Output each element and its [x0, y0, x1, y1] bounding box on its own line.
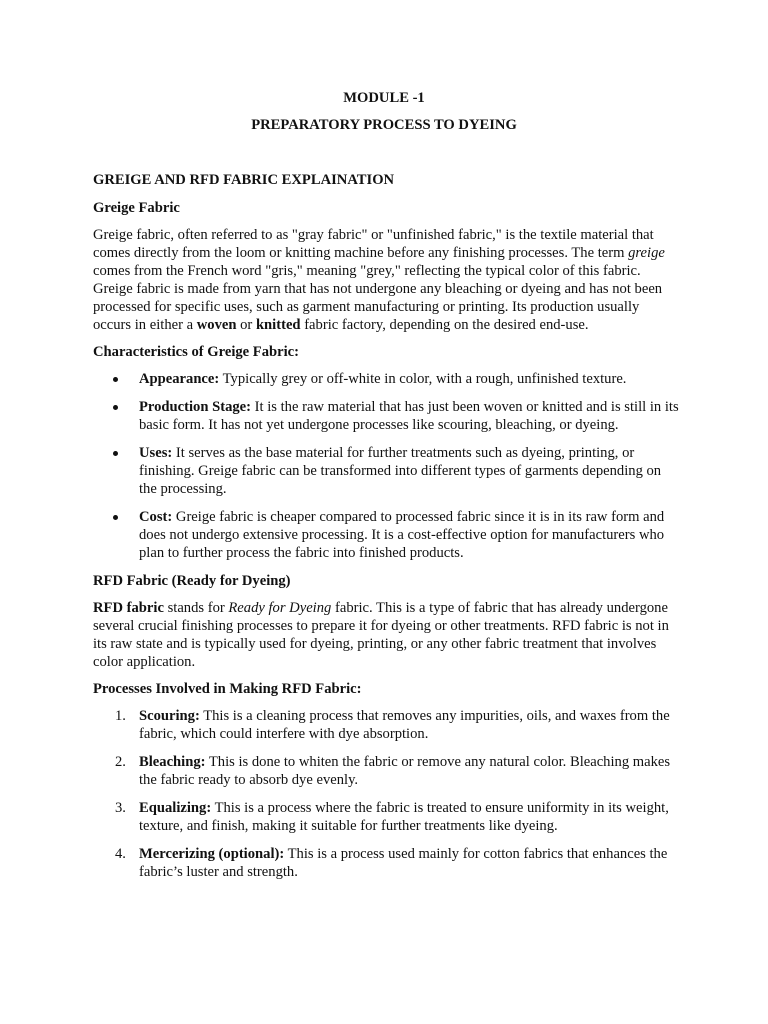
greige-paragraph — [93, 226, 679, 334]
document-body — [93, 171, 679, 891]
rfd-italic-term: Ready for Dyeing — [228, 600, 332, 616]
bullet-icon — [113, 515, 118, 520]
item-term: Scouring: — [139, 708, 200, 724]
list-item — [93, 444, 679, 498]
item-text: It serves as the base material for further treatments such as dyeing, printing, or finishing. Greige fabric can be transformed into different types of garments depending on the processing. — [139, 445, 662, 497]
item-number: 1. — [115, 708, 126, 724]
bullet-icon — [113, 377, 118, 382]
item-term: Uses: — [139, 445, 173, 461]
item-term: Cost: — [139, 509, 173, 525]
rfd-text-1: stands for — [163, 600, 229, 616]
list-item — [93, 799, 679, 835]
greige-text-1: Greige fabric, often referred to as "gray fabric" or "unfinished fabric," is the textile material that comes directly from the loom or knitting machine before any finishing processes. The term — [93, 227, 654, 261]
list-item — [93, 370, 679, 388]
item-text: This is a cleaning process that removes any impurities, oils, and waxes from the fabric, which could interfere with dye absorption. — [139, 708, 670, 742]
bullet-icon — [113, 451, 118, 456]
item-term: Production Stage: — [139, 399, 252, 415]
list-item — [93, 845, 679, 881]
bullet-icon — [113, 405, 118, 410]
greige-heading: Greige Fabric — [93, 200, 180, 216]
characteristics-list — [93, 370, 679, 562]
list-item — [93, 753, 679, 789]
item-text: This is a process used mainly for cotton fabrics that enhances the fabric’s luster and strength. — [139, 846, 668, 880]
list-item — [93, 508, 679, 562]
rfd-paragraph — [93, 599, 679, 671]
rfd-text-2: fabric. This is a type of fabric that has already undergone several crucial finishing processes to prepare it for dyeing or other treatments. RFD fabric is not in its raw state and is typically used for dyeing, printing, or any other fabric treatment that involves color application. — [93, 600, 669, 670]
item-term: Bleaching: — [139, 754, 206, 770]
item-text: Typically grey or off-white in color, with a rough, unfinished texture. — [219, 371, 627, 387]
item-term: Appearance: — [139, 371, 220, 387]
module-title: MODULE -1 — [343, 90, 425, 106]
list-item — [93, 398, 679, 434]
greige-term-italic: greige — [628, 245, 665, 261]
item-text: This is done to whiten the fabric or remove any natural color. Bleaching makes the fabric ready to absorb dye evenly. — [139, 754, 671, 788]
item-number: 2. — [115, 754, 126, 770]
list-item — [93, 707, 679, 743]
woven-bold: woven — [196, 317, 237, 333]
section-heading: GREIGE AND RFD FABRIC EXPLAINATION — [93, 172, 395, 188]
characteristics-heading: Characteristics of Greige Fabric: — [93, 344, 299, 360]
knitted-bold: knitted — [255, 317, 301, 333]
item-number: 4. — [115, 846, 126, 862]
rfd-heading: RFD Fabric (Ready for Dyeing) — [93, 573, 291, 589]
greige-text-2: comes from the French word "gris," meaning "grey," reflecting the typical color of this fabric. Greige fabric is made from yarn that has not undergone any bleaching or dyeing and has not been processed for specific uses, such as garment manufacturing or printing. Its production usually occurs in either a — [93, 263, 663, 333]
module-subtitle: PREPARATORY PROCESS TO DYEING — [251, 117, 517, 133]
greige-text-3: or — [236, 317, 256, 333]
greige-text-4: fabric factory, depending on the desired end-use. — [300, 317, 589, 333]
item-text: Greige fabric is cheaper compared to processed fabric since it is in its raw form and does not undergo extensive processing. It is a cost-effective option for manufacturers who plan to further process the fabric into finished products. — [139, 509, 665, 561]
item-term: Equalizing: — [139, 800, 212, 816]
processes-list — [93, 707, 679, 881]
rfd-bold-term: RFD fabric — [93, 600, 164, 616]
item-term: Mercerizing (optional): — [139, 846, 285, 862]
item-number: 3. — [115, 800, 126, 816]
processes-heading: Processes Involved in Making RFD Fabric: — [93, 681, 362, 697]
item-text: This is a process where the fabric is treated to ensure uniformity in its weight, texture, and finish, making it suitable for further treatments like dyeing. — [139, 800, 669, 834]
item-text: It is the raw material that has just been woven or knitted and is still in its basic form. It has not yet undergone processes like scouring, bleaching, or dyeing. — [139, 399, 679, 433]
